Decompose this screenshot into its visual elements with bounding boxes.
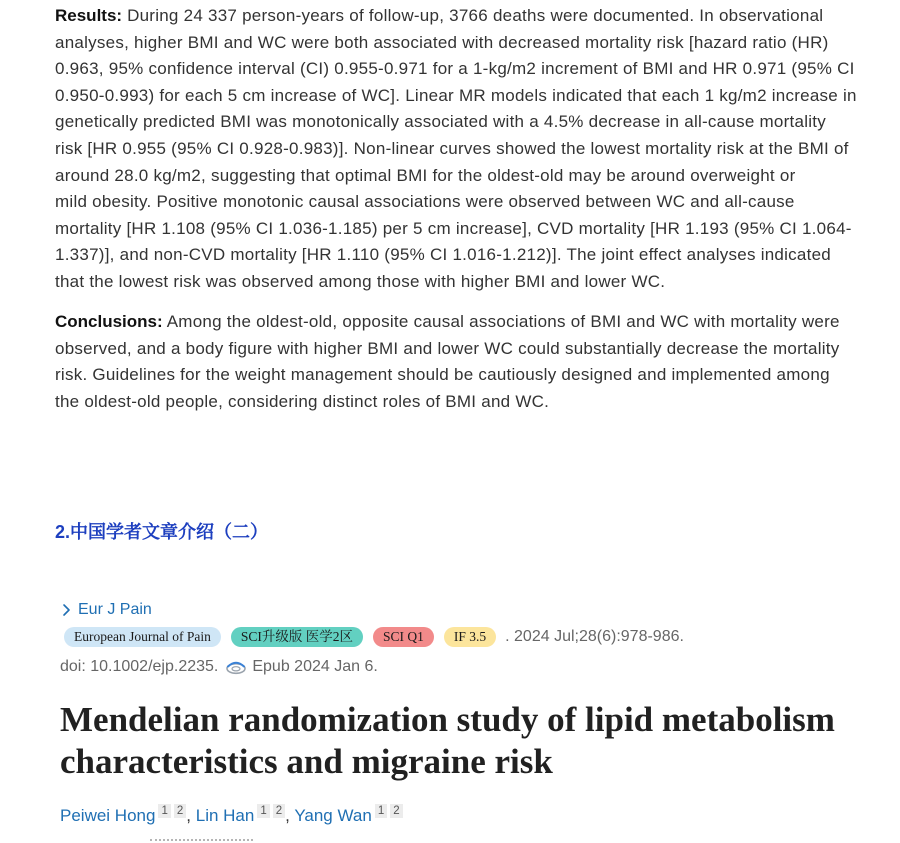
- conclusions-line-text: Among the oldest-old, opposite causal associations of BMI and WC with mortality were: [166, 312, 840, 331]
- sci-quartile-badge: SCI Q1: [373, 627, 434, 647]
- dotted-divider: [150, 839, 253, 841]
- affiliation-link[interactable]: 2: [174, 804, 186, 818]
- journal-name-badge: European Journal of Pain: [64, 627, 221, 647]
- results-line: analyses, higher BMI and WC were both associated with decreased mortality risk [hazard ratio (HR): [55, 32, 829, 52]
- conclusions-line: the oldest-old people, considering distinct roles of BMI and WC.: [55, 391, 550, 411]
- doi-text: doi: 10.1002/ejp.2235.: [60, 658, 219, 675]
- author-name-link[interactable]: Lin Han: [195, 806, 255, 825]
- journal-nav[interactable]: [62, 598, 152, 622]
- conclusions-label: Conclusions:: [55, 312, 163, 331]
- author: [294, 806, 402, 825]
- epub-icon: [218, 659, 252, 675]
- citation-text: . 2024 Jul;28(6):978-986.: [505, 628, 684, 645]
- results-line: around 28.0 kg/m2, suggesting that optimal BMI for the oldest-old may be around overweight or: [55, 165, 796, 185]
- section-heading: 2.中国学者文章介绍（二）: [55, 522, 269, 542]
- results-line: [55, 3, 857, 30]
- impact-factor-badge: IF 3.5: [444, 627, 496, 647]
- conclusions-line: risk. Guidelines for the weight management should be cautiously designed and implemented among: [55, 365, 830, 385]
- article-title: [60, 699, 835, 783]
- author-list: [60, 803, 403, 829]
- conclusions-line: [55, 309, 840, 336]
- author-name-link[interactable]: Yang Wan: [294, 806, 372, 825]
- results-paragraph: [55, 3, 857, 296]
- sci-rank-badge: SCI升级版 医学2区: [231, 627, 363, 647]
- conclusions-line: observed, and a body figure with higher BMI and lower WC could substantially decrease the mortality: [55, 338, 840, 358]
- affiliation-link[interactable]: 1: [375, 804, 387, 818]
- affiliation-link[interactable]: 2: [390, 804, 402, 818]
- chevron-right-icon[interactable]: [62, 603, 71, 617]
- results-line: 1.337)], and non-CVD mortality [HR 1.110 (95% CI 1.016-1.212)]. The joint effect analyses indicated: [55, 245, 831, 265]
- author-separator: ,: [186, 806, 191, 825]
- journal-badges: [64, 626, 684, 648]
- results-line-text: During 24 337 person-years of follow-up, 3766 deaths were documented. In observational: [127, 6, 824, 25]
- author: [196, 806, 290, 825]
- journal-link[interactable]: Eur J Pain: [78, 601, 152, 618]
- doi-row: [60, 655, 378, 679]
- conclusions-paragraph: [55, 309, 840, 415]
- results-line: 0.963, 95% confidence interval (CI) 0.955-0.971 for a 1-kg/m2 increment of BMI and HR 0.971 (95% CI: [55, 59, 855, 79]
- affiliation-link[interactable]: 1: [257, 804, 269, 818]
- article-title-line: characteristics and migraine risk: [60, 742, 553, 781]
- article-title-line: Mendelian randomization study of lipid metabolism: [60, 700, 835, 739]
- results-line: risk [HR 0.955 (95% CI 0.928-0.983)]. Non-linear curves showed the lowest mortality risk at the BMI of: [55, 138, 849, 158]
- results-line: that the lowest risk was observed among those with higher BMI and lower WC.: [55, 271, 666, 291]
- author-name-link[interactable]: Peiwei Hong: [60, 806, 156, 825]
- results-line: genetically predicted BMI was monotonically associated with a 4.5% decrease in all-cause mortality: [55, 112, 826, 132]
- results-label: Results:: [55, 6, 123, 25]
- author: [60, 806, 191, 825]
- results-line: mild obesity. Positive monotonic causal associations were observed between WC and all-cause: [55, 192, 795, 212]
- epub-date: Epub 2024 Jan 6.: [252, 658, 378, 675]
- affiliation-link[interactable]: 1: [158, 804, 170, 818]
- author-separator: ,: [285, 806, 290, 825]
- affiliation-link[interactable]: 2: [273, 804, 285, 818]
- results-line: mortality [HR 1.108 (95% CI 1.036-1.185) per 5 cm increase], CVD mortality [HR 1.193 (95% CI 1.064-: [55, 218, 852, 238]
- results-line: 0.950-0.993) for each 5 cm increase of WC]. Linear MR models indicated that each 1 kg/m2 increase in: [55, 85, 857, 105]
